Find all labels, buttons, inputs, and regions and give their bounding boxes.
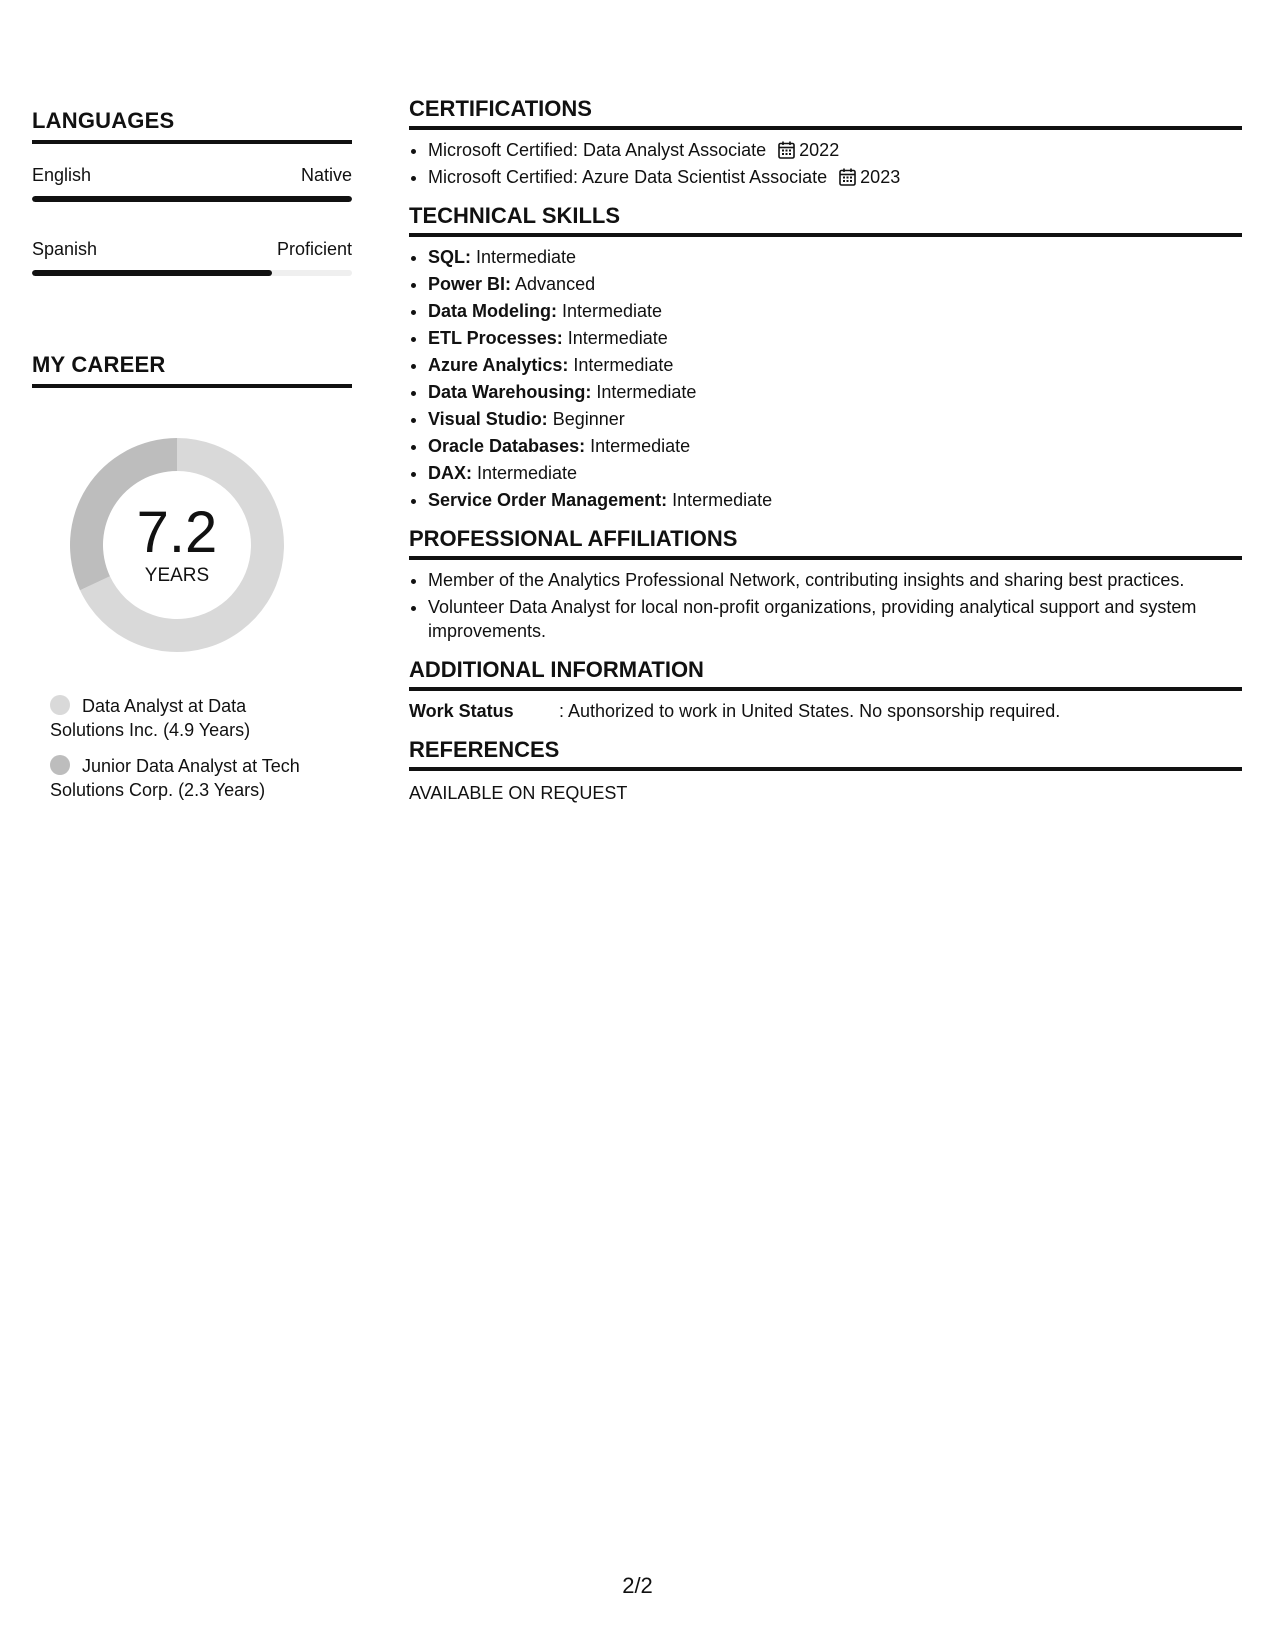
additional-info-title: ADDITIONAL INFORMATION [409, 657, 1242, 691]
language-proficiency-fill [32, 196, 352, 202]
career-years-unit: YEARS [144, 565, 210, 586]
left-column [32, 108, 352, 814]
references-title: REFERENCES [409, 737, 1242, 771]
language-proficiency-fill [32, 270, 272, 276]
skill-level: Intermediate [567, 328, 668, 348]
skill-level: Advanced [515, 274, 596, 294]
skill-item [428, 434, 1242, 458]
skills-list [409, 245, 1242, 512]
certifications-list [409, 138, 1242, 189]
skill-name: ETL Processes: [428, 328, 563, 348]
language-proficiency-bar [32, 196, 352, 202]
skill-name: SQL: [428, 247, 471, 267]
certification-name: Microsoft Certified: Azure Data Scientist Associate [428, 167, 828, 187]
skill-name: Power BI: [428, 274, 512, 294]
certifications-title: CERTIFICATIONS [409, 96, 1242, 130]
donut-center [62, 430, 292, 660]
affiliations-title: PROFESSIONAL AFFILIATIONS [409, 526, 1242, 560]
skill-level: Intermediate [573, 355, 674, 375]
certifications-section [409, 96, 1242, 189]
work-status-row [409, 699, 1242, 723]
certification-year: 2022 [799, 140, 840, 160]
skill-level: Intermediate [672, 490, 773, 510]
certification-item [428, 165, 1242, 189]
skill-name: Azure Analytics: [428, 355, 569, 375]
skill-level: Intermediate [590, 436, 691, 456]
languages-title: LANGUAGES [32, 108, 352, 144]
certification-name: Microsoft Certified: Data Analyst Associate [428, 140, 767, 160]
affiliations-section [409, 526, 1242, 643]
affiliation-item: • Member of the Analytics Professional Network, contributing insights and sharing best practices. [428, 568, 1242, 592]
language-level: Native [300, 165, 352, 185]
work-status-label: Work Status [409, 701, 514, 721]
skill-name: Data Warehousing: [428, 382, 592, 402]
skill-item [428, 299, 1242, 323]
skill-item [428, 380, 1242, 404]
skill-item [428, 245, 1242, 269]
certification-year: 2023 [860, 167, 901, 187]
career-title: MY CAREER [32, 352, 352, 388]
legend-label: Data Analyst at Data Solutions Inc. (4.9 Years) [50, 696, 251, 740]
additional-info-section [409, 657, 1242, 723]
legend-label: Junior Data Analyst at Tech Solutions Corp. (2.3 Years) [50, 756, 300, 800]
skills-section [409, 203, 1242, 512]
career-total-years: 7.2 [136, 500, 218, 565]
skill-item [428, 353, 1242, 377]
language-spanish [32, 238, 352, 276]
language-english [32, 164, 352, 202]
skill-item [428, 461, 1242, 485]
skill-name: DAX: [428, 463, 472, 483]
skill-level: Intermediate [596, 382, 697, 402]
skill-name: Oracle Databases: [428, 436, 586, 456]
skill-level: Beginner [552, 409, 625, 429]
skill-level: Intermediate [477, 463, 578, 483]
page-indicator: 2/2 [622, 1573, 653, 1598]
legend-item [50, 694, 320, 742]
affiliation-item: • Volunteer Data Analyst for local non-profit organizations, providing analytical support and system improvements. [428, 595, 1242, 643]
language-proficiency-bar [32, 270, 352, 276]
skill-item [428, 272, 1242, 296]
legend-item [50, 754, 320, 802]
legend-dot [50, 755, 70, 775]
language-name: Spanish [32, 239, 98, 259]
skill-name: Data Modeling: [428, 301, 557, 321]
legend-dot [50, 695, 70, 715]
certification-item [428, 138, 1242, 162]
skill-name: Service Order Management: [428, 490, 668, 510]
career-legend [32, 694, 352, 802]
calendar-icon [839, 168, 856, 186]
skills-title: TECHNICAL SKILLS [409, 203, 1242, 237]
work-status-value: : Authorized to work in United States. No sponsorship required. [559, 701, 1061, 721]
references-section [409, 737, 1242, 805]
calendar-icon [778, 141, 795, 159]
right-column [409, 96, 1242, 805]
references-text: AVAILABLE ON REQUEST [409, 783, 628, 803]
language-name: English [32, 165, 92, 185]
skill-level: Intermediate [562, 301, 663, 321]
skill-name: Visual Studio: [428, 409, 548, 429]
skill-item [428, 326, 1242, 350]
skill-level: Intermediate [476, 247, 577, 267]
skill-item [428, 407, 1242, 431]
language-level: Proficient [276, 239, 352, 259]
career-donut-chart [62, 430, 292, 660]
skill-item [428, 488, 1242, 512]
affiliations-list [409, 568, 1242, 643]
